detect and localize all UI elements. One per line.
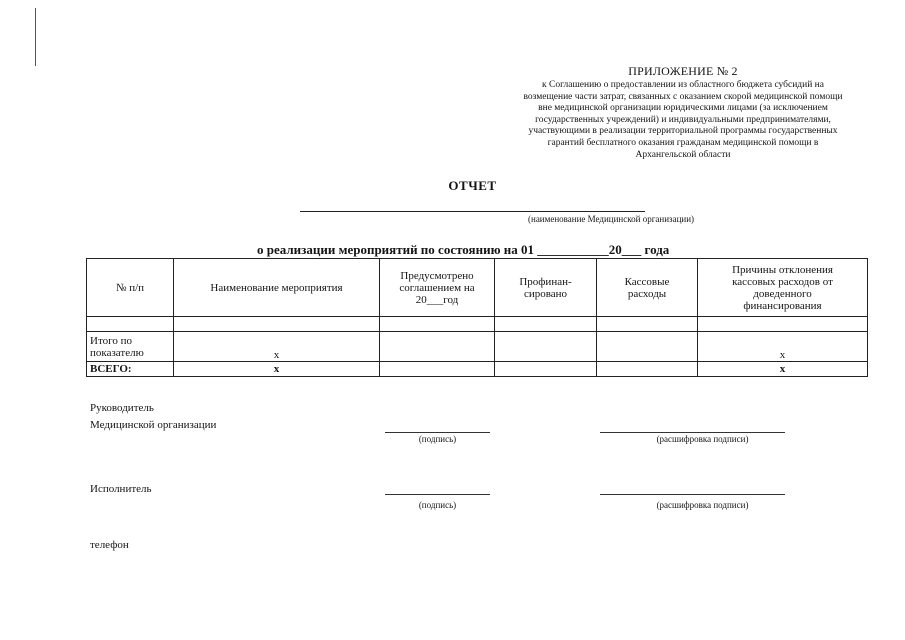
- executor-label: Исполнитель: [90, 483, 152, 495]
- report-title: ОТЧЕТ: [448, 178, 497, 193]
- appendix-line: к Соглашению о предоставлении из областного бюджета субсидий на: [542, 80, 824, 90]
- organization-name-line: [300, 211, 645, 212]
- executor-decryption-line: [600, 494, 785, 495]
- table-cell: [597, 362, 698, 377]
- table-header-cell: Наименование мероприятия: [174, 259, 380, 317]
- report-table: [86, 258, 868, 377]
- table-header-row: [87, 259, 868, 317]
- scan-edge-line: [35, 8, 36, 66]
- head-organization-label: Медицинской организации: [90, 419, 217, 431]
- table-cell: х: [698, 362, 868, 377]
- table-cell: [698, 317, 868, 332]
- table-cell: [495, 362, 597, 377]
- table-row: [87, 317, 868, 332]
- table-cell: [87, 317, 174, 332]
- head-signature-line: [385, 432, 490, 433]
- appendix-line: Архангельской области: [635, 149, 731, 160]
- table-cell: [495, 332, 597, 362]
- table-cell-label: Итого по показателю: [87, 332, 174, 362]
- table-cell: [597, 317, 698, 332]
- appendix-line: государственных учреждений) и индивидуальными предпринимателями,: [535, 114, 831, 125]
- table-cell: [380, 332, 495, 362]
- table-cell: х: [698, 332, 868, 362]
- table-row-grand-total: [87, 362, 868, 377]
- table-cell: х: [174, 362, 380, 377]
- table-cell: [380, 317, 495, 332]
- appendix-line: гарантий бесплатного оказания гражданам медицинской помощи в: [547, 137, 819, 148]
- executor-signature-line: [385, 494, 490, 495]
- table-cell: [174, 317, 380, 332]
- table-row-total: [87, 332, 868, 362]
- head-decryption-line: [600, 432, 785, 433]
- executor-decryption-caption: (расшифровка подписи): [656, 500, 749, 510]
- table-cell: [380, 362, 495, 377]
- head-signature-caption: (подпись): [418, 434, 457, 444]
- table-cell-label: ВСЕГО:: [87, 362, 174, 377]
- report-subtitle: о реализации мероприятий по состоянию на 01 ___________20___ года: [257, 242, 670, 257]
- organization-name-caption: (наименование Медицинской организации): [528, 214, 695, 224]
- appendix-line: вне медицинской организации юридическими лицами (за исключением: [538, 103, 828, 114]
- table-cell: [597, 332, 698, 362]
- table-cell: [495, 317, 597, 332]
- table-header-cell: Кассовые расходы: [597, 259, 698, 317]
- table-header-cell: Предусмотрено соглашением на 20___год: [380, 259, 495, 317]
- appendix-block: [500, 64, 866, 161]
- appendix-title: ПРИЛОЖЕНИЕ № 2: [628, 64, 738, 78]
- table-header-cell: Профинан- сировано: [495, 259, 597, 317]
- head-label: Руководитель: [90, 402, 154, 414]
- phone-label: телефон: [90, 539, 129, 551]
- table-header-cell: Причины отклонения кассовых расходов от доведенного финансирования: [698, 259, 868, 317]
- head-decryption-caption: (расшифровка подписи): [656, 434, 749, 444]
- table-cell: х: [174, 332, 380, 362]
- appendix-line: участвующими в реализации территориальной программы государственных: [528, 126, 838, 137]
- executor-signature-caption: (подпись): [418, 500, 457, 510]
- appendix-line: возмещение части затрат, связанных с оказанием скорой медицинской помощи: [523, 91, 843, 102]
- table-header-cell: № п/п: [87, 259, 174, 317]
